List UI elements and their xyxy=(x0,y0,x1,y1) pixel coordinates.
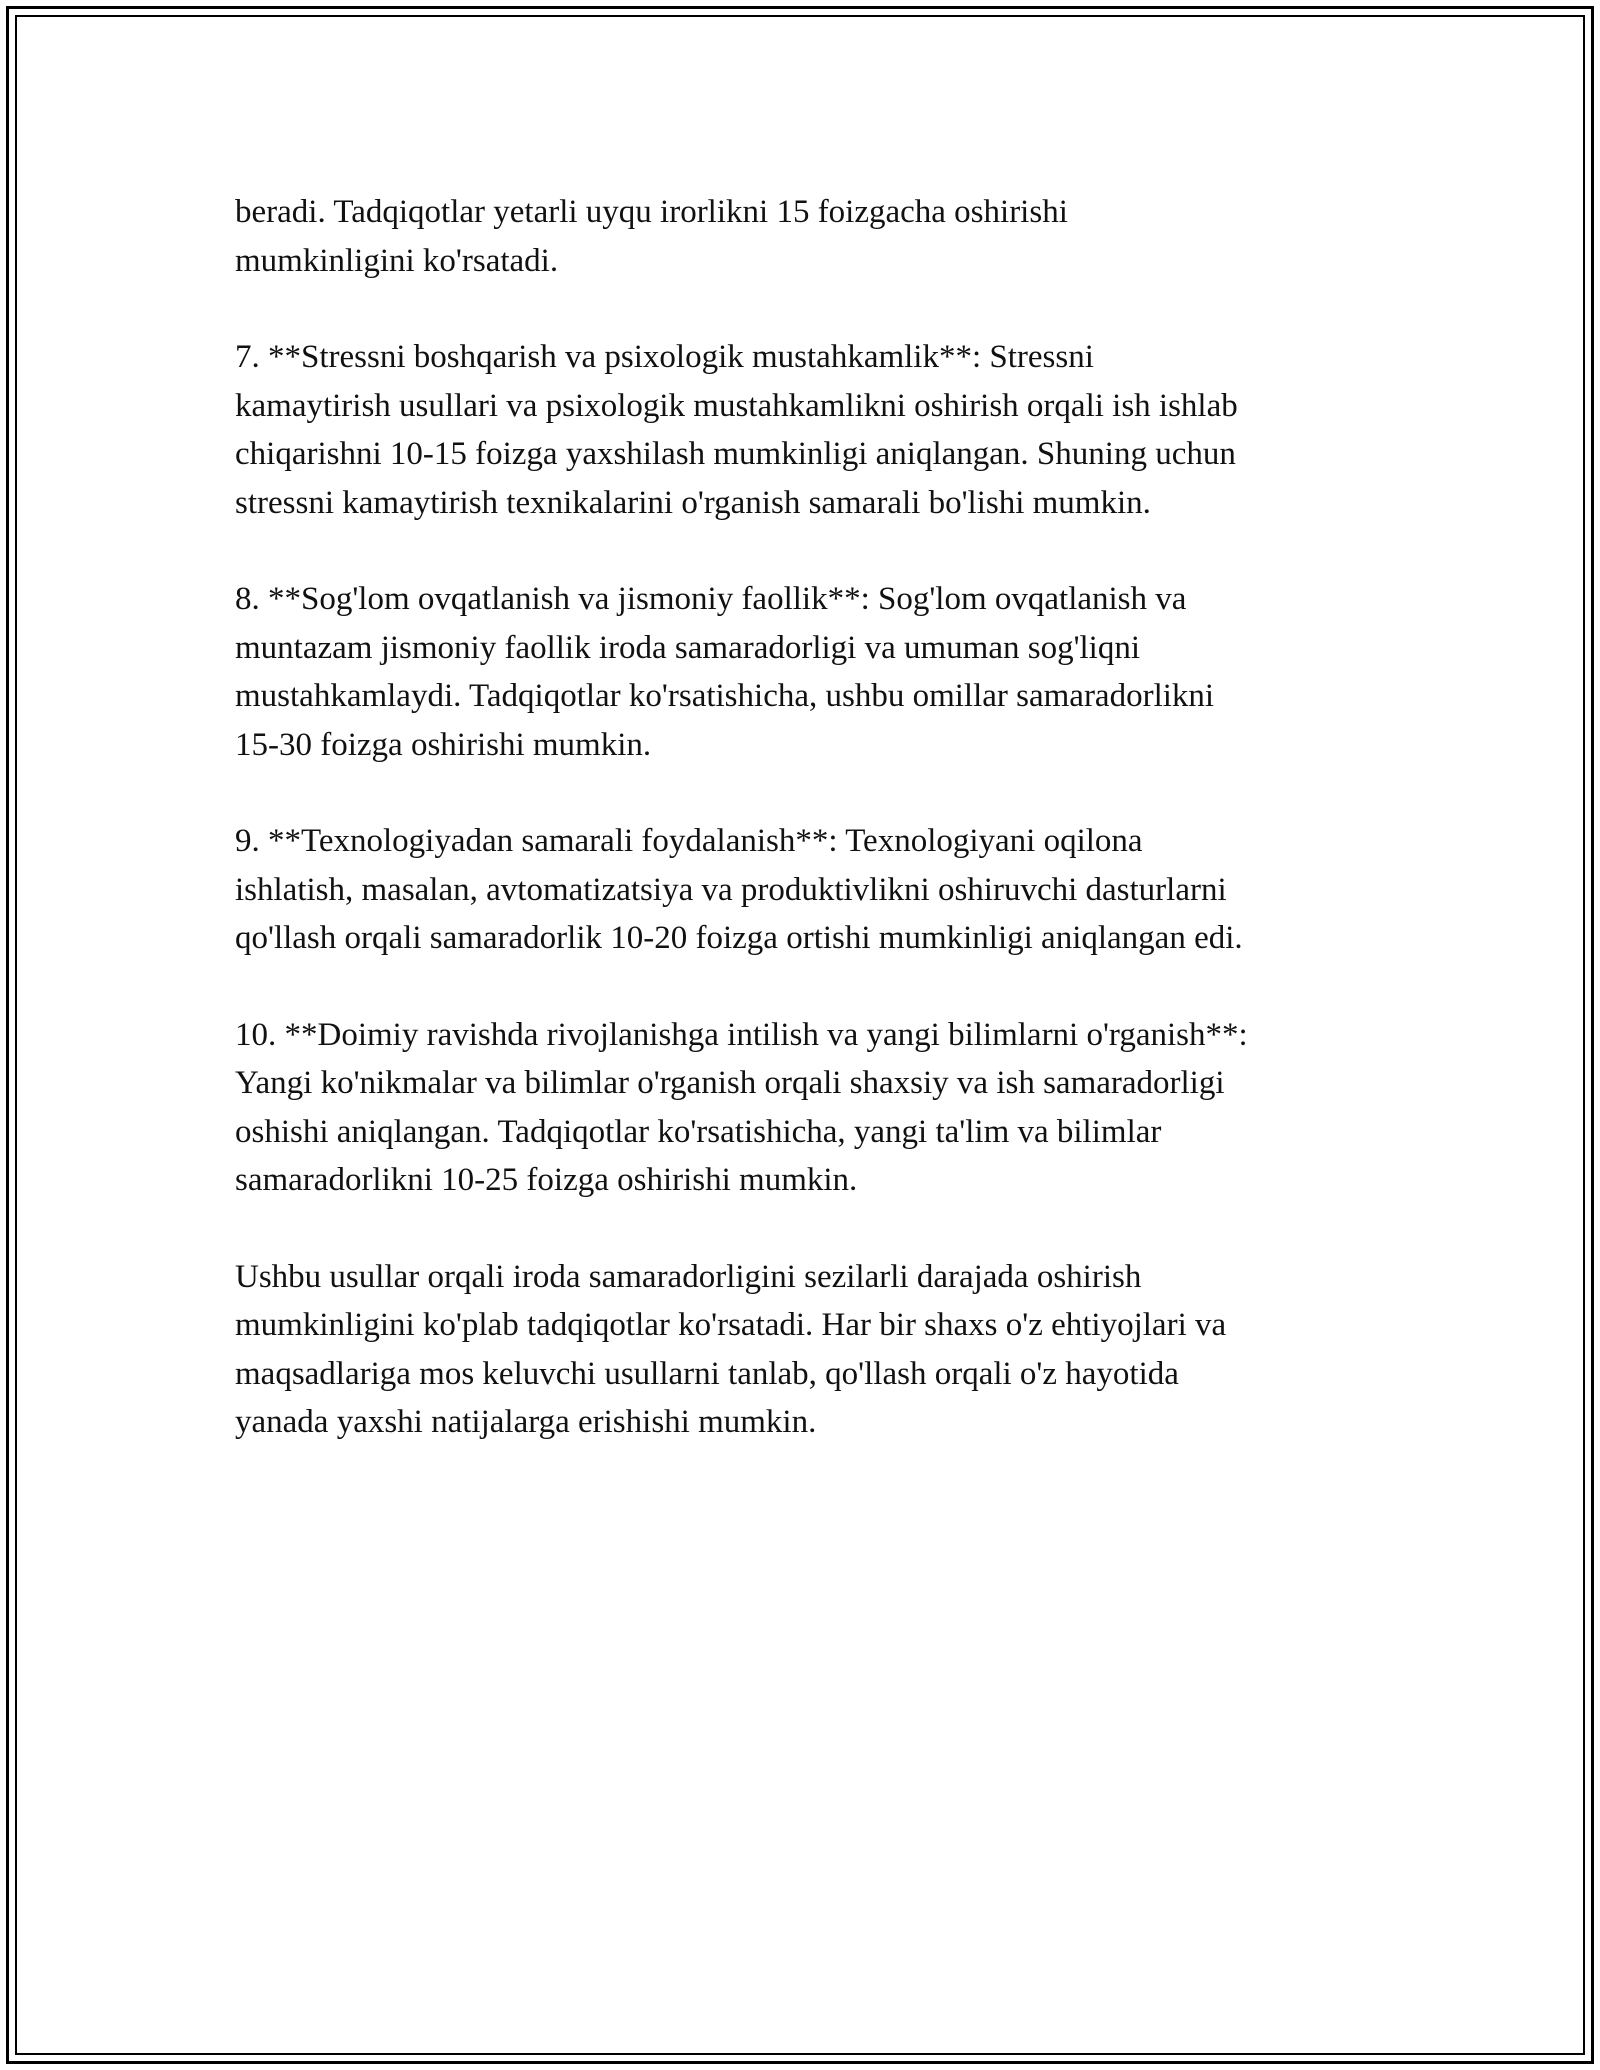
document-body xyxy=(235,188,1375,1447)
paragraph-sleep-continuation: beradi. Tadqiqotlar yetarli uyqu irorlikni 15 foizgacha oshirishi mumkinligini ko'rsatadi. xyxy=(235,194,1068,279)
paragraph-item-10-learning: 10. **Doimiy ravishda rivojlanishga intilish va yangi bilimlarni o'rganish**: Yangi ko'nikmalar va bilimlar o'rganish orqali shaxsiy va ish samaradorligi oshishi aniqlangan. Tadqiqotlar ko'rsatishicha, yangi ta'lim va bilimlar samaradorlikni 10-25 foizga oshirishi mumkin. xyxy=(235,1016,1248,1198)
paragraph-item-8-nutrition: 8. **Sog'lom ovqatlanish va jismoniy faollik**: Sog'lom ovqatlanish va muntazam jismoniy faollik iroda samaradorligi va umuman sog'liqni mustahkamlaydi. Tadqiqotlar ko'rsatishicha, ushbu omillar samaradorlikni 15-30 foizga oshirishi mumkin. xyxy=(235,581,1215,763)
paragraph-item-9-technology: 9. **Texnologiyadan samarali foydalanish**: Texnologiyani oqilona ishlatish, masalan, avtomatizatsiya va produktivlikni oshiruvchi dasturlarni qo'llash orqali samaradorlik 10-20 foizga ortishi mumkinligi aniqlangan edi. xyxy=(235,823,1243,956)
paragraph-item-7-stress: 7. **Stressni boshqarish va psixologik mustahkamlik**: Stressni kamaytirish usullari va psixologik mustahkamlikni oshirish orqali ish ishlab chiqarishni 10-15 foizga yaxshilash mumkinligi aniqlangan. Shuning uchun stressni kamaytirish texnikalarini o'rganish samarali bo'lishi mumkin. xyxy=(235,339,1238,521)
paragraph-conclusion: Ushbu usullar orqali iroda samaradorligini sezilarli darajada oshirish mumkinligini ko'plab tadqiqotlar ko'rsatadi. Har bir shaxs o'z ehtiyojlari va maqsadlariga mos keluvchi usullarni tanlab, qo'llash orqali o'z hayotida yanada yaxshi natijalarga erishishi mumkin. xyxy=(235,1258,1227,1440)
